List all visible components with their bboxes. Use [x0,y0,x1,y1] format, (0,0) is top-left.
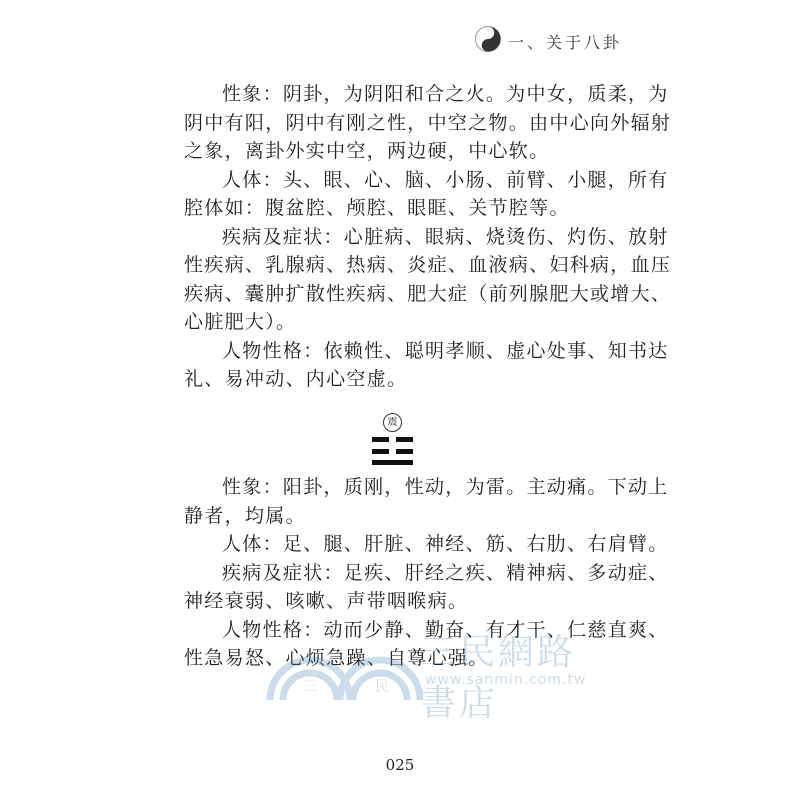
watermark-mark-right: 民 [375,679,389,695]
paragraph-line: 人体：头、眼、心、脑、小肠、前臂、小腿，所有 [222,168,669,191]
paragraph-line: 性疾病、乳腺病、热病、炎症、血液病、妇科病，血压 [184,254,672,276]
trigram-line-broken-right [396,449,413,454]
trigram-line-broken-left [372,437,389,442]
paragraph-line: 疾病、囊肿扩散性疾病、肥大症（前列腺肥大或增大、 [184,282,672,305]
paragraph-line: 人物性格：动而少静、勤奋、有才干、仁慈直爽、 [222,618,669,641]
paragraph-line: 心脏肥大）。 [184,311,297,333]
paragraph-line: 疾病及症状：足疾、肝经之疾、精神病、多动症、 [222,561,669,584]
paragraph-line: 之象，离卦外实中空，两边硬，中心软。 [184,140,550,162]
trigram-label: 震 [383,413,402,432]
paragraph-line: 疾病及症状：心脏病、眼病、烧烫伤、灼伤、放射 [222,225,669,248]
watermark-title: 三民網路書店 [420,632,577,724]
paragraph-line: 人物性格：依赖性、聪明孝顺、虚心处事、知书达 [222,339,669,362]
paragraph-line: 性象：阳卦，质刚，性动，为雷。主动痛。下动上 [222,476,669,498]
paragraph-line: 性急易怒、心烦急躁、自尊心强。 [184,647,489,669]
watermark-mark-left: 三 [303,679,317,695]
trigram-line-solid [372,460,413,465]
trigram-line-broken-right [396,437,413,442]
paragraph-line: 礼、易冲动、内心空虚。 [184,368,408,390]
running-header [474,26,622,56]
watermark-url: www.sanmin.com.tw [425,672,587,688]
paragraph-line: 阴中有阳，阴中有刚之性，中空之物。由中心向外辐射 [184,111,672,134]
trigram-line-broken-left [372,449,389,454]
paragraph-line: 性象：阴卦，为阴阳和合之火。为中女，质柔，为 [222,83,669,105]
paragraph-line: 静者，均属。 [184,504,306,527]
paragraph-line: 神经衰弱、咳嗽、声带咽喉病。 [184,590,469,612]
yin-yang-icon [474,25,502,57]
paragraph-line: 腔体如：腹盆腔、颅腔、眼眶、关节腔等。 [184,197,570,219]
paragraph-line: 人体：足、腿、肝脏、神经、筋、右肋、右肩臂。 [222,533,669,555]
page-number: 025 [385,756,415,774]
chapter-title: 一、关于八卦 [508,32,623,52]
